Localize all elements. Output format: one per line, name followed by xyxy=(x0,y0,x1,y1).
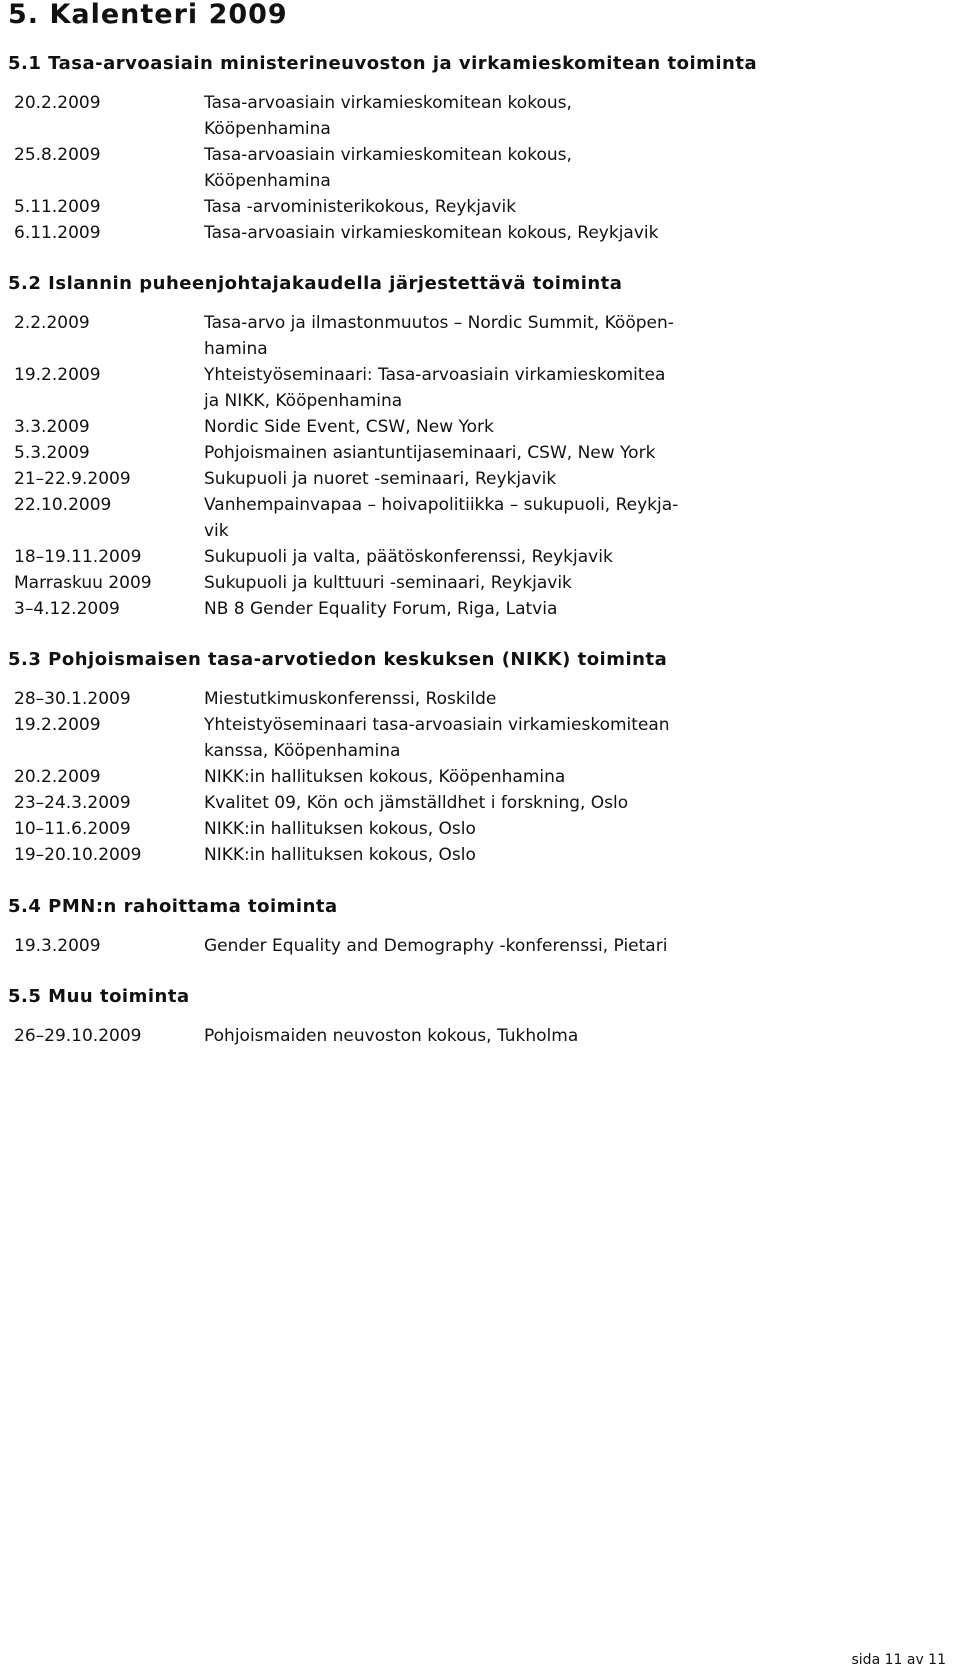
entry-date: 22.10.2009 xyxy=(14,495,112,515)
entry-description xyxy=(204,816,764,842)
entry-description xyxy=(204,570,764,596)
entry-description xyxy=(204,686,764,712)
entry-description xyxy=(204,194,764,220)
entry-description xyxy=(204,362,764,414)
entry-description-line: Pohjoismainen asiantuntijaseminaari, CSW, New York xyxy=(204,443,656,463)
calendar-entry xyxy=(14,440,944,466)
entry-description xyxy=(204,596,764,622)
entry-date: 5.11.2009 xyxy=(14,197,101,217)
calendar-entry xyxy=(14,466,944,492)
entry-description xyxy=(204,764,764,790)
entry-description xyxy=(204,544,764,570)
entry-description-line: Tasa-arvoasiain virkamieskomitean kokous, Reykjavik xyxy=(204,223,659,243)
entry-description-line: Gender Equality and Demography -konferenssi, Pietari xyxy=(204,936,668,956)
entry-description xyxy=(204,1023,764,1049)
calendar-entry xyxy=(14,764,944,790)
calendar-entry xyxy=(14,544,944,570)
entry-description xyxy=(204,310,764,362)
entry-date: 19.2.2009 xyxy=(14,365,101,385)
entry-description-line: Kvalitet 09, Kön och jämställdhet i forskning, Oslo xyxy=(204,793,629,813)
entry-description-line: NIKK:in hallituksen kokous, Oslo xyxy=(204,819,476,839)
entry-date: 23–24.3.2009 xyxy=(14,793,131,813)
entry-description xyxy=(204,712,764,764)
calendar-entry xyxy=(14,842,944,868)
entry-description xyxy=(204,220,764,246)
entry-description xyxy=(204,142,764,194)
entry-date: 21–22.9.2009 xyxy=(14,469,131,489)
entry-date: 28–30.1.2009 xyxy=(14,689,131,709)
entry-date: 3.3.2009 xyxy=(14,417,90,437)
entry-description xyxy=(204,440,764,466)
entry-description-line: Sukupuoli ja nuoret -seminaari, Reykjavik xyxy=(204,469,557,489)
entry-date: 10–11.6.2009 xyxy=(14,819,131,839)
entry-description-line: NIKK:in hallituksen kokous, Kööpenhamina xyxy=(204,767,566,787)
entry-date: 20.2.2009 xyxy=(14,93,101,113)
calendar-entry xyxy=(14,596,944,622)
entry-date: 19.2.2009 xyxy=(14,715,101,735)
section-title: 5.1 Tasa-arvoasiain ministerineuvoston ja virkamieskomitean toiminta xyxy=(8,53,758,74)
calendar-entry xyxy=(14,816,944,842)
entry-description-line: kanssa, Kööpenhamina xyxy=(204,741,401,761)
calendar-entry xyxy=(14,933,944,959)
entry-date: 2.2.2009 xyxy=(14,313,90,333)
entry-description-line: Yhteistyöseminaari tasa-arvoasiain virkamieskomitean xyxy=(204,715,670,735)
entry-description-line: Yhteistyöseminaari: Tasa-arvoasiain virkamieskomitea xyxy=(204,365,666,385)
entry-date: 26–29.10.2009 xyxy=(14,1026,142,1046)
entry-date: 19–20.10.2009 xyxy=(14,845,142,865)
calendar-entry xyxy=(14,1023,944,1049)
calendar-entry xyxy=(14,90,944,142)
entry-description xyxy=(204,90,764,142)
entry-description-line: Tasa-arvo ja ilmastonmuutos – Nordic Summit, Kööpen- xyxy=(204,313,674,333)
entry-description xyxy=(204,790,764,816)
section-title: 5.2 Islannin puheenjohtajakaudella järjestettävä toiminta xyxy=(8,273,623,294)
calendar-entry xyxy=(14,712,944,764)
calendar-entry xyxy=(14,194,944,220)
entry-description xyxy=(204,933,764,959)
entry-description-line: hamina xyxy=(204,339,268,359)
section-title: 5.3 Pohjoismaisen tasa-arvotiedon keskuksen (NIKK) toiminta xyxy=(8,649,668,670)
section-title: 5.4 PMN:n rahoittama toiminta xyxy=(8,896,338,917)
calendar-entry xyxy=(14,686,944,712)
chapter-title: 5. Kalenteri 2009 xyxy=(8,0,288,30)
entry-description-line: Vanhempainvapaa – hoivapolitiikka – sukupuoli, Reykja- xyxy=(204,495,679,515)
entry-description-line: Kööpenhamina xyxy=(204,171,331,191)
entry-description-line: Kööpenhamina xyxy=(204,119,331,139)
entry-description-line: Sukupuoli ja kulttuuri -seminaari, Reykjavik xyxy=(204,573,572,593)
entry-date: 5.3.2009 xyxy=(14,443,90,463)
entry-description-line: Tasa -arvoministerikokous, Reykjavik xyxy=(204,197,517,217)
entry-description xyxy=(204,466,764,492)
entry-date: 3–4.12.2009 xyxy=(14,599,120,619)
entry-description-line: vik xyxy=(204,521,229,541)
entry-description-line: Sukupuoli ja valta, päätöskonferenssi, Reykjavik xyxy=(204,547,613,567)
entry-description-line: NB 8 Gender Equality Forum, Riga, Latvia xyxy=(204,599,558,619)
entry-description-line: Nordic Side Event, CSW, New York xyxy=(204,417,494,437)
entry-date: 18–19.11.2009 xyxy=(14,547,142,567)
entry-description-line: NIKK:in hallituksen kokous, Oslo xyxy=(204,845,476,865)
entry-date: 6.11.2009 xyxy=(14,223,101,243)
calendar-entry xyxy=(14,492,944,544)
entry-date: 19.3.2009 xyxy=(14,936,101,956)
section-title: 5.5 Muu toiminta xyxy=(8,986,190,1007)
entry-date: 20.2.2009 xyxy=(14,767,101,787)
calendar-entry xyxy=(14,570,944,596)
calendar-entry xyxy=(14,142,944,194)
entry-description-line: ja NIKK, Kööpenhamina xyxy=(204,391,403,411)
calendar-entry xyxy=(14,414,944,440)
calendar-entry xyxy=(14,310,944,362)
entry-description xyxy=(204,414,764,440)
entry-description-line: Tasa-arvoasiain virkamieskomitean kokous, xyxy=(204,145,572,165)
entry-date: 25.8.2009 xyxy=(14,145,101,165)
entry-description xyxy=(204,842,764,868)
entry-description-line: Tasa-arvoasiain virkamieskomitean kokous, xyxy=(204,93,572,113)
calendar-entry xyxy=(14,790,944,816)
calendar-entry xyxy=(14,362,944,414)
entry-description-line: Miestutkimuskonferenssi, Roskilde xyxy=(204,689,497,709)
calendar-entry xyxy=(14,220,944,246)
page-footer: sida 11 av 11 xyxy=(851,1652,946,1668)
entry-description xyxy=(204,492,764,544)
entry-description-line: Pohjoismaiden neuvoston kokous, Tukholma xyxy=(204,1026,579,1046)
entry-date: Marraskuu 2009 xyxy=(14,573,152,593)
